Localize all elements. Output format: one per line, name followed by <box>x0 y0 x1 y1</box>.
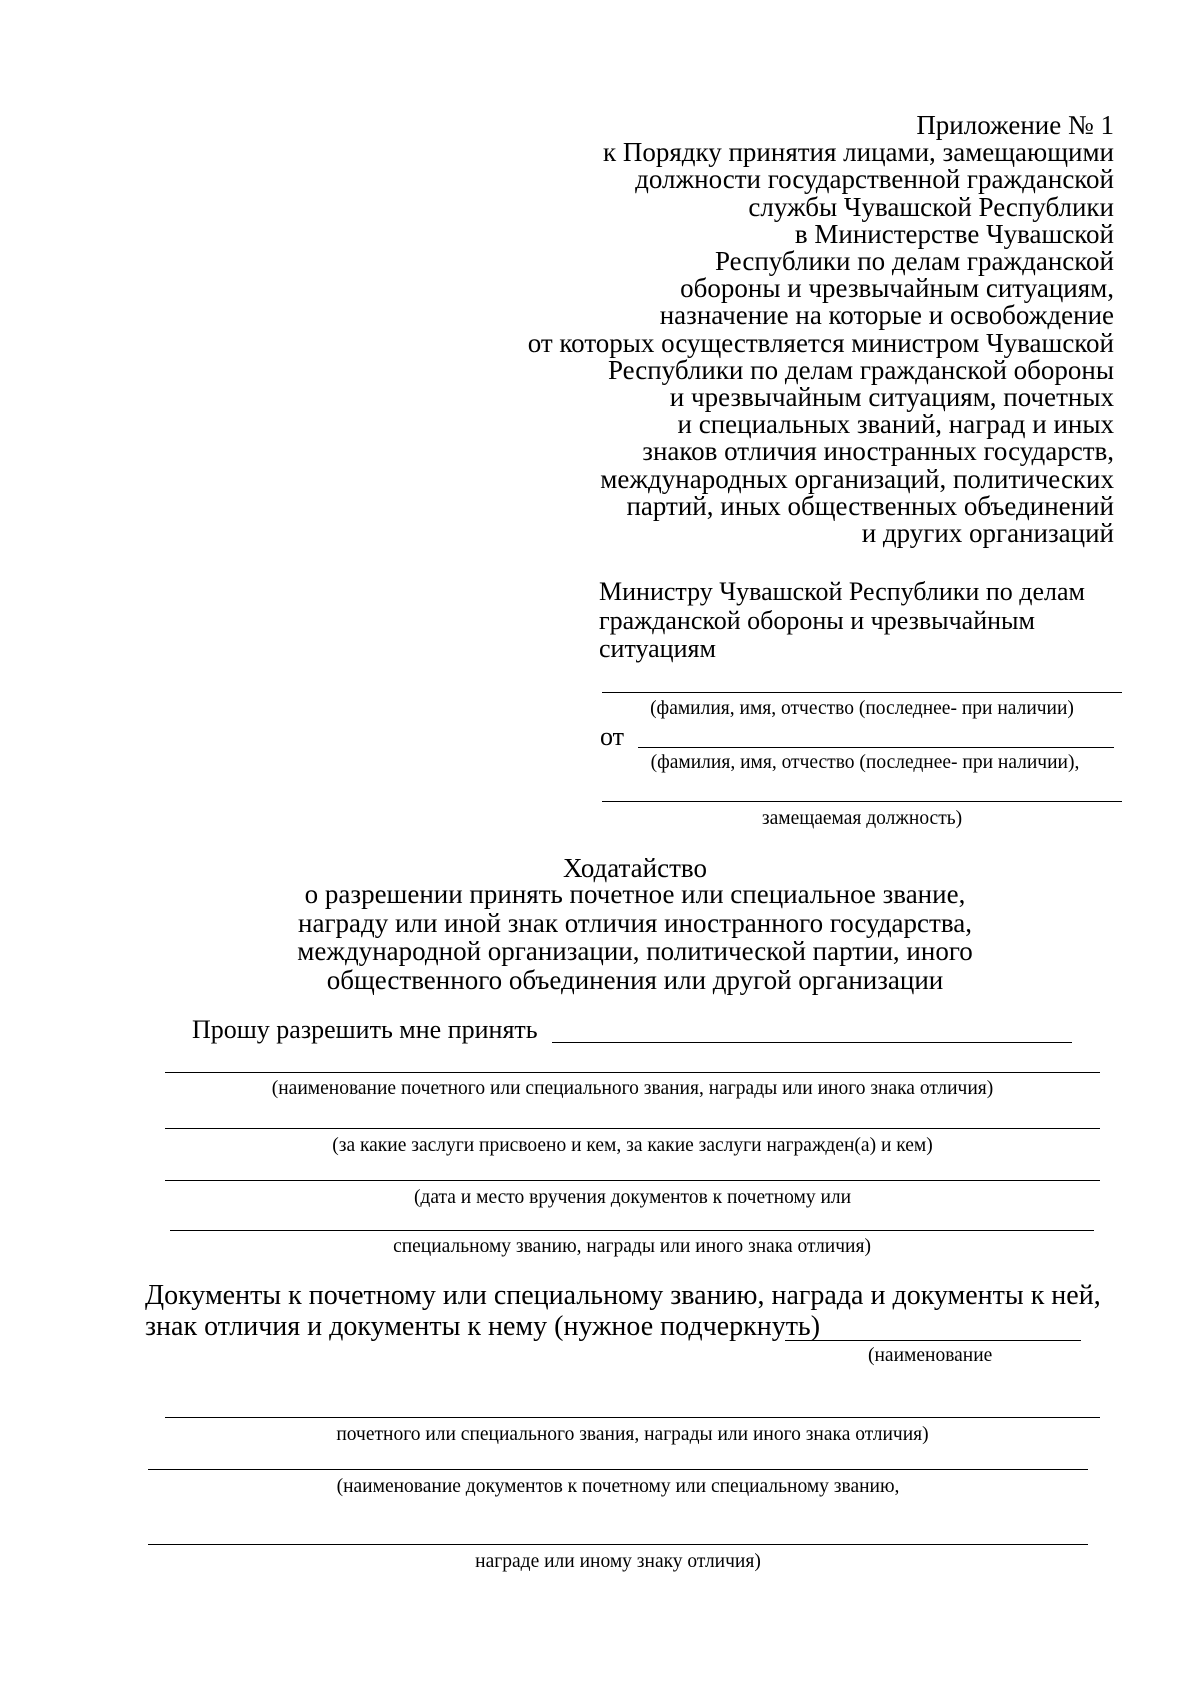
award-name-field[interactable] <box>165 1072 1100 1073</box>
appendix-line: в Министерстве Чувашской <box>794 218 1114 249</box>
caption-fio: (фамилия, имя, отчество (последнее- при наличии) <box>650 698 1074 719</box>
appendix-line: знаков отличия иностранных государств, <box>642 436 1114 467</box>
appendix-line: и специальных званий, наград и иных <box>677 409 1114 440</box>
caption-fio-position: (фамилия, имя, отчество (последнее- при наличии), <box>650 752 1080 773</box>
subtitle-line: международной организации, политической партии, иного <box>297 936 973 966</box>
subtitle-line: награду или иной знак отличия иностранного государства, <box>298 907 972 938</box>
request-lead: Прошу разрешить мне принять <box>192 1015 538 1044</box>
addressee-line: гражданской обороны и чрезвычайным <box>599 605 1035 635</box>
petition-subtitle <box>0 880 1200 994</box>
appendix-line: международных организаций, политических <box>600 463 1114 494</box>
caption-docs-2: награде или иному знаку отличия) <box>475 1551 761 1572</box>
from-fio-field[interactable] <box>638 747 1114 748</box>
documents-list-field-2[interactable] <box>148 1544 1088 1545</box>
addressee-line: Министру Чувашской Республики по делам <box>599 577 1085 606</box>
date-place-field-2[interactable] <box>170 1230 1094 1231</box>
position-field[interactable] <box>602 801 1122 802</box>
documents-list-field-1[interactable] <box>148 1469 1088 1470</box>
documents-field[interactable] <box>785 1340 1081 1341</box>
from-label: от <box>600 722 625 751</box>
appendix-line: Республики по делам гражданской <box>715 246 1114 277</box>
appendix-line: Республики по делам гражданской обороны <box>607 354 1114 385</box>
caption-merits: (за какие заслуги присвоено и кем, за какие заслуги награжден(а) и кем) <box>332 1135 933 1156</box>
appendix-line: Приложение № 1 <box>916 110 1114 140</box>
appendix-header <box>528 112 1114 547</box>
appendix-line: от которых осуществляется министром Чувашской <box>527 327 1114 358</box>
appendix-line: и других организаций <box>861 518 1114 549</box>
addressee-block <box>599 578 1085 664</box>
caption-documents-name-end: почетного или специального звания, награды или иного знака отличия) <box>336 1424 929 1445</box>
caption-date-1: (дата и место вручения документов к почетному или <box>413 1187 852 1208</box>
caption-docs-1: (наименование документов к почетному или специальному званию, <box>336 1476 900 1497</box>
documents-award-field[interactable] <box>165 1417 1100 1418</box>
appendix-line: должности государственной гражданской <box>635 164 1114 195</box>
appendix-line: назначение на которые и освобождение <box>659 300 1114 331</box>
subtitle-line: о разрешении принять почетное или специальное звание, <box>304 879 966 909</box>
appendix-line: к Порядку принятия лицами, замещающими <box>602 137 1114 168</box>
caption-position-end: замещаемая должность) <box>761 808 963 829</box>
request-award-field[interactable] <box>552 1042 1072 1043</box>
appendix-line: службы Чувашской Республики <box>748 191 1114 222</box>
subtitle-line: общественного объединения или другой организации <box>326 964 944 995</box>
date-place-field-1[interactable] <box>165 1180 1100 1181</box>
addressee-fio-field[interactable] <box>602 692 1122 693</box>
appendix-line: партий, иных общественных объединений <box>626 490 1114 521</box>
petition-title: Ходатайство <box>563 853 707 883</box>
appendix-line: и чрезвычайным ситуациям, почетных <box>669 382 1114 413</box>
merits-field[interactable] <box>165 1128 1100 1129</box>
appendix-line: обороны и чрезвычайным ситуациям, <box>680 273 1114 304</box>
addressee-line: ситуациям <box>599 634 716 663</box>
caption-documents-name-start: (наименование <box>868 1345 993 1366</box>
caption-date-2: специальному званию, награды или иного знака отличия) <box>393 1236 871 1257</box>
caption-award-name: (наименование почетного или специального звания, награды или иного знака отличия) <box>271 1078 994 1099</box>
documents-line-2: знак отличия и документы к нему (нужное подчеркнуть) <box>145 1311 821 1342</box>
documents-line-1: Документы к почетному или специальному званию, награда и документы к ней, <box>145 1280 1101 1311</box>
